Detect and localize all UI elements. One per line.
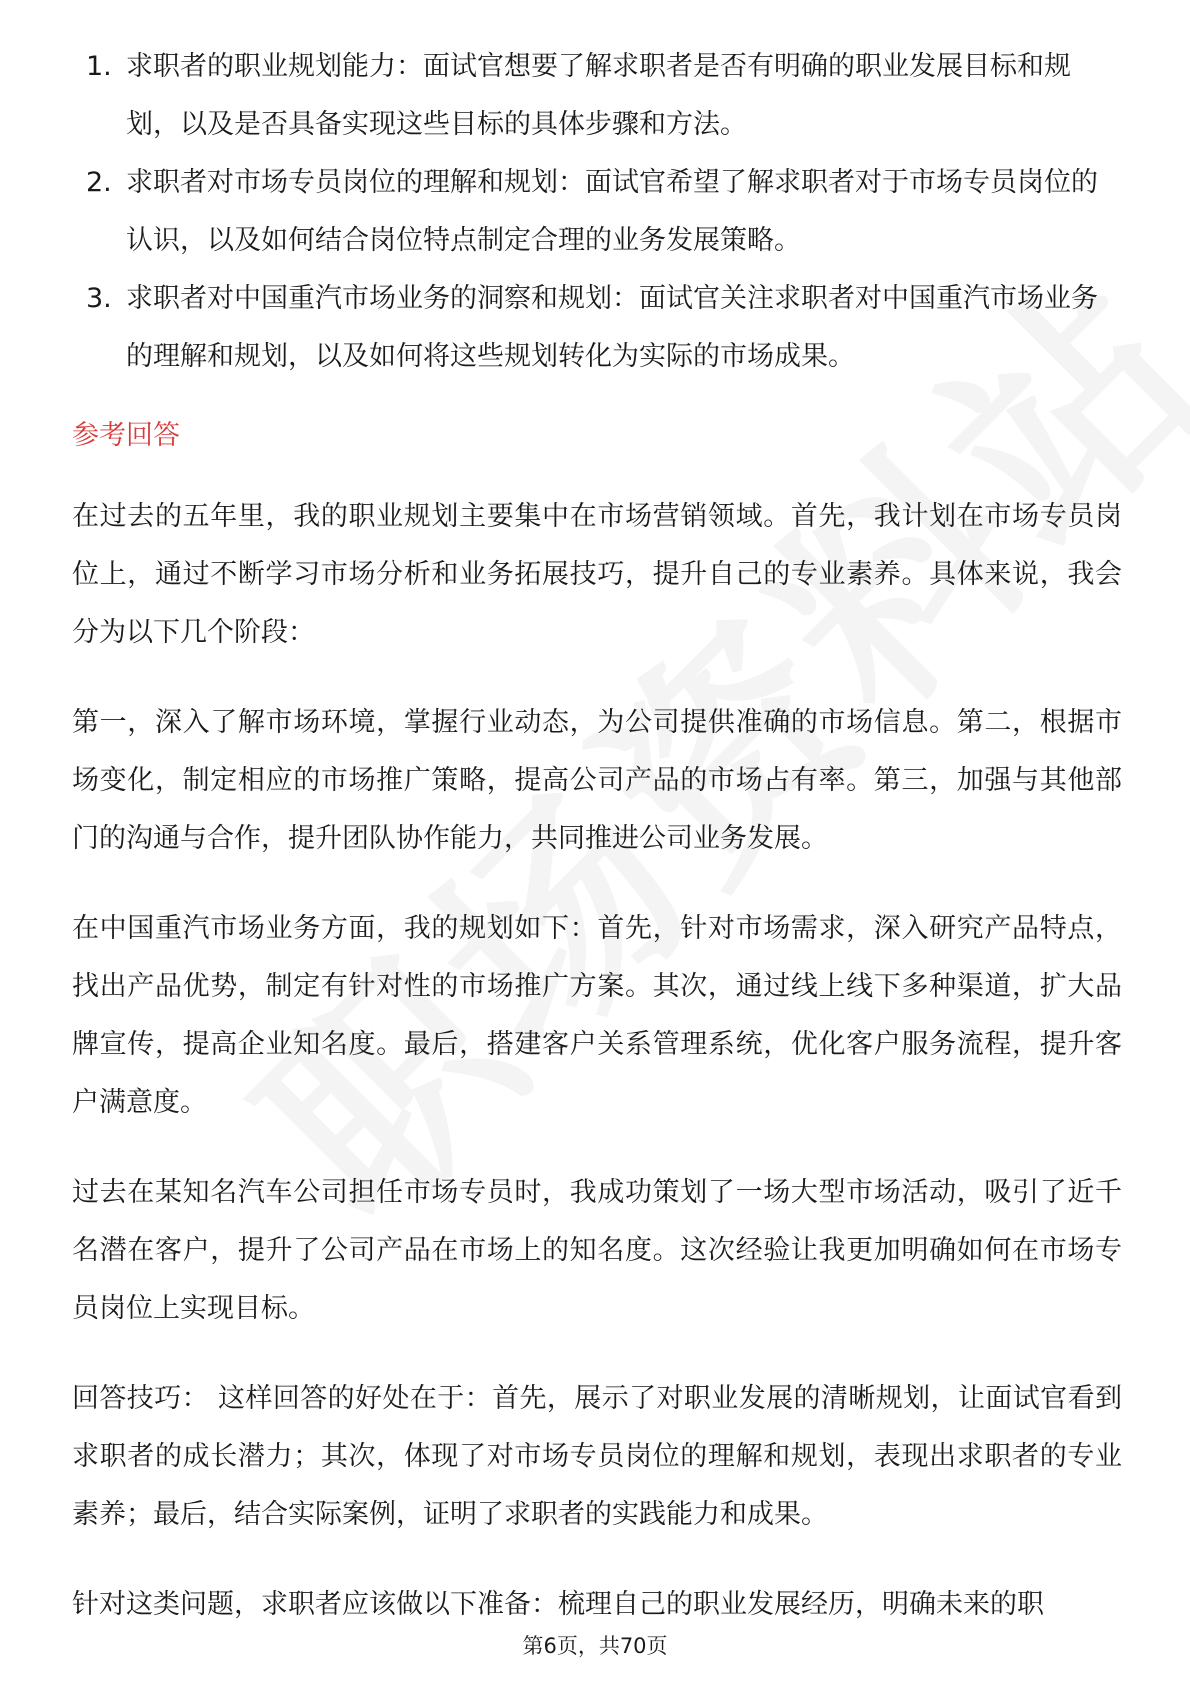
list-item <box>72 154 1122 270</box>
list-item <box>72 270 1122 386</box>
paragraph: 针对这类问题，求职者应该做以下准备：梳理自己的职业发展经历，明确未来的职 <box>72 1589 1044 1620</box>
list-item-text: 求职者的职业规划能力：面试官想要了解求职者是否有明确的职业发展目标和规划，以及是否具备实现这些目标的具体步骤和方法。 <box>126 51 1071 140</box>
paragraph: 第一，深入了解市场环境，掌握行业动态，为公司提供准确的市场信息。第二，根据市场变化，制定相应的市场推广策略，提高公司产品的市场占有率。第三，加强与其他部门的沟通与合作，提升团队协作能力，共同推进公司业务发展。 <box>72 707 1122 854</box>
list-item-number: 3. <box>86 283 112 314</box>
question-list <box>72 38 1122 386</box>
list-item-text: 求职者对中国重汽市场业务的洞察和规划：面试官关注求职者对中国重汽市场业务的理解和规划，以及如何将这些规划转化为实际的市场成果。 <box>126 283 1098 372</box>
paragraph: 在过去的五年里，我的职业规划主要集中在市场营销领域。首先，我计划在市场专员岗位上，通过不断学习市场分析和业务拓展技巧，提升自己的专业素养。具体来说，我会分为以下几个阶段： <box>72 501 1122 648</box>
list-item-text: 求职者对市场专员岗位的理解和规划：面试官希望了解求职者对于市场专员岗位的认识，以及如何结合岗位特点制定合理的业务发展策略。 <box>126 167 1098 256</box>
page-footer: 第6页，共70页 <box>522 1634 668 1658</box>
paragraph: 过去在某知名汽车公司担任市场专员时，我成功策划了一场大型市场活动，吸引了近千名潜在客户，提升了公司产品在市场上的知名度。这次经验让我更加明确如何在市场专员岗位上实现目标。 <box>72 1177 1122 1324</box>
page-content <box>72 38 1122 1666</box>
list-item-number: 1. <box>86 51 112 82</box>
paragraph: 回答技巧： 这样回答的好处在于：首先，展示了对职业发展的清晰规划，让面试官看到求职者的成长潜力；其次，体现了对市场专员岗位的理解和规划，表现出求职者的专业素养；最后，结合实际案例，证明了求职者的实践能力和成果。 <box>72 1383 1122 1530</box>
reference-answer-heading: 参考回答 <box>72 420 180 451</box>
list-item-number: 2. <box>86 167 112 198</box>
paragraph: 在中国重汽市场业务方面，我的规划如下：首先，针对市场需求，深入研究产品特点，找出产品优势，制定有针对性的市场推广方案。其次，通过线上线下多种渠道，扩大品牌宣传，提高企业知名度。最后，搭建客户关系管理系统，优化客户服务流程，提升客户满意度。 <box>72 913 1122 1118</box>
list-item <box>72 38 1122 154</box>
